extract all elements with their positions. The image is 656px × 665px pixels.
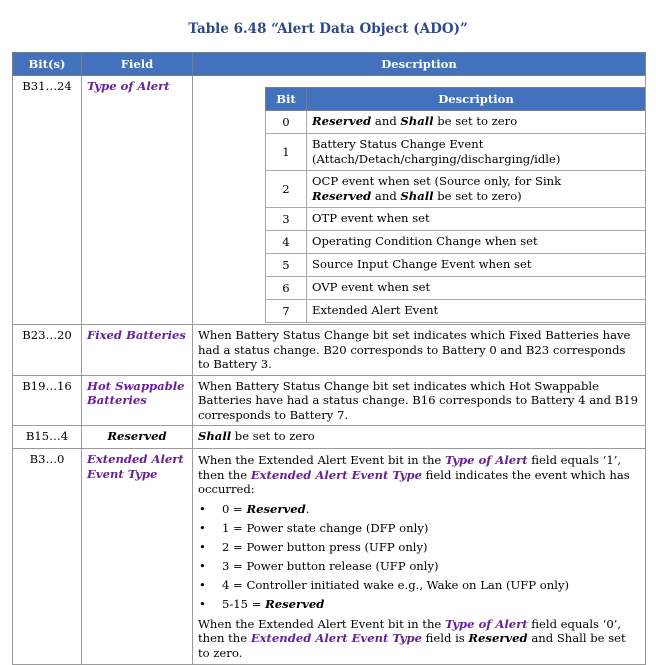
list-item: • 0 = Reserved. <box>198 500 640 519</box>
description-cell: Shall be set to zero <box>193 426 646 449</box>
bits-cell: B3…0 <box>13 449 82 665</box>
field-cell: Fixed Batteries <box>82 325 193 376</box>
sub-desc: OTP event when set <box>307 208 646 231</box>
sub-desc: Operating Condition Change when set <box>307 231 646 254</box>
subtable-row <box>266 300 646 323</box>
list-item: • 4 = Controller initiated wake e.g., Wake on Lan (UFP only) <box>198 576 640 595</box>
table-caption: Table 6.48 “Alert Data Object (ADO)” <box>188 21 468 37</box>
sub-bit: 7 <box>266 300 307 323</box>
table-row <box>13 76 646 325</box>
sub-bit: 1 <box>266 134 307 171</box>
bits-cell: B15…4 <box>13 426 82 449</box>
header-field: Field <box>82 53 193 76</box>
sub-bit: 4 <box>266 231 307 254</box>
field-cell: Hot Swappable Batteries <box>82 375 193 426</box>
sub-bit: 2 <box>266 171 307 208</box>
subtable-row <box>266 254 646 277</box>
ado-table <box>12 52 646 665</box>
list-item: • 1 = Power state change (DFP only) <box>198 519 640 538</box>
list-item: • 5-15 = Reserved <box>198 595 640 614</box>
subtable-row <box>266 231 646 254</box>
sub-desc: OVP event when set <box>307 277 646 300</box>
field-cell: Extended Alert Event Type <box>82 449 193 665</box>
subtable-row <box>266 277 646 300</box>
sub-desc: Source Input Change Event when set <box>307 254 646 277</box>
subtable-row <box>266 171 646 208</box>
sub-bit: 0 <box>266 111 307 134</box>
subtable-row <box>266 111 646 134</box>
field-cell: Type of Alert <box>82 76 193 325</box>
table-row <box>13 426 646 449</box>
table-row <box>13 449 646 665</box>
description-cell <box>193 449 646 665</box>
bits-cell: B19…16 <box>13 375 82 426</box>
sub-desc: Extended Alert Event <box>307 300 646 323</box>
subtable-row <box>266 208 646 231</box>
bits-cell: B31…24 <box>13 76 82 325</box>
extended-intro: When the Extended Alert Event bit in the Type of Alert field equals ‘1’, then the Extended Alert Event Type field indicates the event which has occurred: <box>198 453 630 496</box>
description-cell: When Battery Status Change bit set indicates which Hot Swappable Batteries have had a status change. B16 corresponds to Battery 4 and B19 corresponds to Battery 7. <box>193 375 646 426</box>
event-type-list <box>198 500 640 614</box>
subtable-row <box>266 134 646 171</box>
sub-desc: Battery Status Change Event (Attach/Detach/charging/discharging/idle) <box>307 134 646 171</box>
table-row <box>13 375 646 426</box>
header-description: Description <box>193 53 646 76</box>
description-cell <box>193 76 646 325</box>
type-of-alert-subtable <box>265 87 646 323</box>
sub-desc: OCP event when set (Source only, for Sink Reserved and Shall be set to zero) <box>307 171 646 208</box>
bits-cell: B23…20 <box>13 325 82 376</box>
extended-outro: When the Extended Alert Event bit in the Type of Alert field equals ‘0’, then the Extended Alert Event Type field is Reserved and Shall be set to zero. <box>198 616 626 660</box>
subheader-bit: Bit <box>266 88 307 111</box>
list-item: • 3 = Power button release (UFP only) <box>198 557 640 576</box>
table-row <box>13 325 646 376</box>
list-item: • 2 = Power button press (UFP only) <box>198 538 640 557</box>
sub-bit: 5 <box>266 254 307 277</box>
sub-desc: Reserved and Shall be set to zero <box>307 111 646 134</box>
field-cell: Reserved <box>82 426 193 449</box>
sub-bit: 6 <box>266 277 307 300</box>
subheader-description: Description <box>307 88 646 111</box>
sub-bit: 3 <box>266 208 307 231</box>
header-row <box>13 53 646 76</box>
header-bits: Bit(s) <box>13 53 82 76</box>
description-cell: When Battery Status Change bit set indicates which Fixed Batteries have had a status change. B20 corresponds to Battery 0 and B23 corresponds to Battery 3. <box>193 325 646 376</box>
subtable-header <box>266 88 646 111</box>
